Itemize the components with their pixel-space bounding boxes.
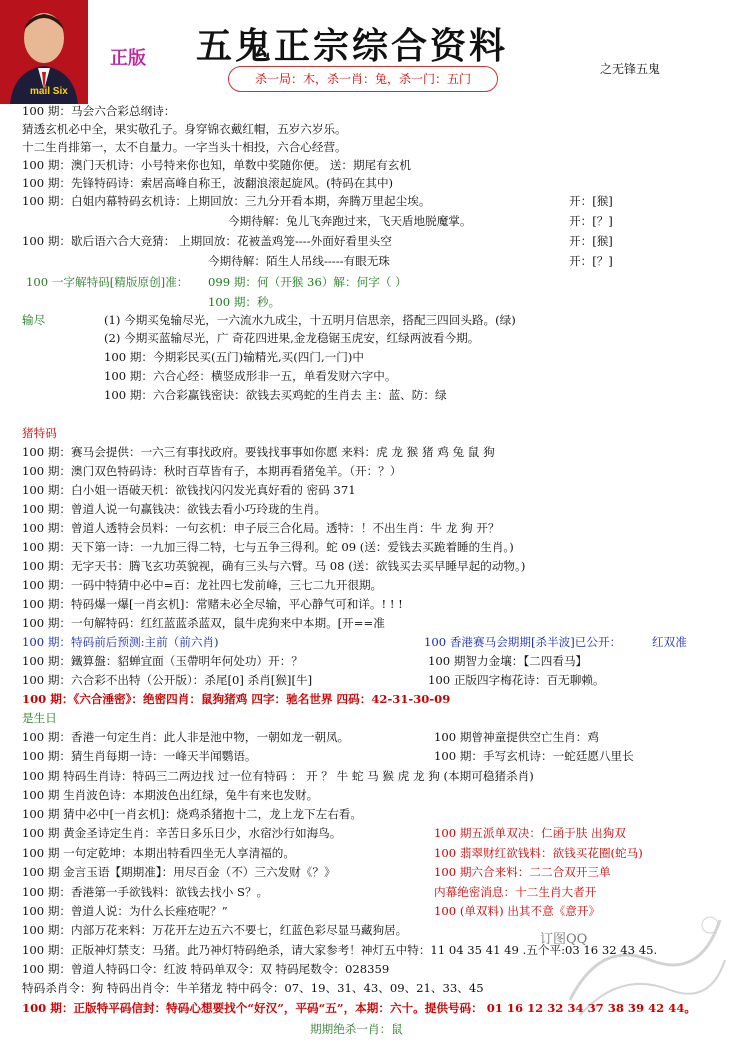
text-line: 100 期：内部万花来料：万花开左边五六不要七，红蓝色彩尽显马藏狗居。 bbox=[22, 923, 408, 937]
text-line-right: 开：[猴] bbox=[569, 234, 613, 248]
text-line: 100 期：正版神灯禁支：马猪。此乃神灯特码绝杀，请大家参考！神灯五中特：11 04 35 41 49 .五个平:03 16 32 43 45. bbox=[22, 943, 658, 957]
text-line: 今期待解：兔儿飞奔跑过来，飞天盾地脱魔掌。 bbox=[228, 214, 472, 228]
text-line: (1) 今期买兔输尽光，一六流水九成尘，十五明月信思亲，搭配三四回头路。(绿) bbox=[104, 313, 516, 327]
text-line: 猪特码 bbox=[22, 426, 57, 440]
text-line: 100 期：一句解特码：红红蓝蓝杀蓝双，鼠牛虎狗来中本期。[开==准 bbox=[22, 616, 385, 630]
text-line: 是生日 bbox=[22, 711, 57, 725]
text-line-right: 100 期曾神童提供空亡生肖：鸡 bbox=[434, 730, 599, 744]
text-line: 100 一字解特码[精版原创]准： bbox=[26, 275, 189, 289]
avatar-caption: mail Six bbox=[30, 86, 68, 97]
text-line-right: 100 正版四字梅花诗：百无聊赖。 bbox=[428, 673, 605, 687]
text-line: 100 期：无字天书：腾飞玄功英貌视，确有三头与六臂。马 08 (送：欲钱买去买早睡早起的动物。) bbox=[22, 559, 526, 573]
text-line-right: 100 香港赛马会期期[杀半波]已公开： bbox=[424, 635, 622, 649]
kill-banner: 杀一局：木，杀一肖：兔，杀一门：五门 bbox=[228, 66, 498, 92]
text-line-right: 100 期六合来料：二二合双开三单 bbox=[434, 865, 611, 879]
text-line: 100 期：曾道人透特会员料：一句玄机：申子辰三合化局。透特：！不出生肖：牛 龙 狗 开？ bbox=[22, 521, 500, 535]
text-line: 100 期：香港一句定生肖：此人非是池中物，一朝如龙一朝凤。 bbox=[22, 730, 350, 744]
text-line: 100 期 特码生肖诗：特码三二两边找 过一位有特码 ： 开 ？ 牛 蛇 马 猴 虎 龙 狗 (本期可稳猪杀肖) bbox=[22, 769, 534, 783]
text-line: 100 期 金言玉语【期期准】：用尽百金（不）三六发财《？》 bbox=[22, 865, 336, 879]
text-line-right: 开：[猴] bbox=[569, 194, 613, 208]
text-line: 100 期：一码中特猜中必中=百：龙社四七发前峰，三七二九开很期。 bbox=[22, 578, 383, 592]
text-line: 100 期：秒。 bbox=[208, 295, 281, 309]
text-line: 100 期：白小姐一语破天机：欲钱找闪闪发光真好看的 密码 371 bbox=[22, 483, 356, 497]
text-line-right: 099 期：何（开猴 36）解：何字（ ） bbox=[208, 275, 407, 289]
text-line: 特码杀肖令：狗 特码出肖令：牛羊猪龙 特中码令：07、19、31、43、09、21、33、45 bbox=[22, 981, 484, 995]
text-line-right: 开：[？] bbox=[569, 254, 613, 268]
text-line: 100 期：曾道人说：为什么长痤疮呢？” bbox=[22, 904, 228, 918]
text-line: 100 期：猜生肖每期一诗：一峰天半闻鹦语。 bbox=[22, 749, 257, 763]
text-line: 今期待解：陌生人吊线-----有眼无珠 bbox=[208, 254, 390, 268]
text-line-right: 100 期五派单双决：仁函于肤 出狗双 bbox=[434, 826, 626, 840]
text-line: 100 期：香港第一手欲钱料：欲钱去找小 S？。 bbox=[22, 885, 269, 899]
text-line: 100 期：歇后语六合大竞猜： 上期回放：花被盖鸡笼----外面好看里头空 bbox=[22, 234, 392, 248]
text-line-right: 100 (单双料) 出其不意《意开》 bbox=[434, 904, 601, 918]
text-line: 100 期：今期彩民买(五门)输精光,买(四门,一门)中 bbox=[104, 350, 364, 364]
text-line: 100 期：澳门天机诗：小号特来你也知，单数中奖随你便。 送：期尾有玄机 bbox=[22, 158, 411, 172]
avatar bbox=[0, 0, 88, 104]
text-line-right: 开：[？] bbox=[569, 214, 613, 228]
text-line: (2) 今期买蓝输尽光，广 奇花四进果,金龙稳锯玉虎安，红绿两波看今期。 bbox=[104, 331, 480, 345]
text-line-right: 100 翡翠财红欲钱料：欲钱买花圈(蛇马) bbox=[434, 846, 643, 860]
text-line: 100 期：《六合涶密》：绝密四肖：鼠狗猪鸡 四字：驰名世界 四码：42-31-30-09 bbox=[22, 692, 451, 706]
text-line: 猜透玄机必中全，果实敬孔子。身穿锦衣戴红帽，五岁六岁乐。 bbox=[22, 122, 347, 136]
text-line: 100 期：曾道人说一句赢钱决：欲钱去看小巧玲珑的生肖。 bbox=[22, 502, 327, 516]
page-title: 五鬼正宗综合资料 bbox=[196, 25, 509, 67]
text-line: 100 期 猜中必中[一肖玄机]：烧鸡杀猪抱十二，龙上龙下左右看。 bbox=[22, 807, 362, 821]
text-line: 输尽 bbox=[22, 313, 46, 327]
text-line: 100 期：白姐内幕特码玄机诗：上期回放：三九分开看本期，奔腾万里起尘埃。 bbox=[22, 194, 431, 208]
text-line: 100 期：六合彩不出特（公开版）：杀尾[0] 杀肖[猴][牛] bbox=[22, 673, 313, 687]
text-line: 100 期：鐵算盤：貂蝉宜面（玉帶明年何处功）开：？ bbox=[22, 654, 303, 668]
watermark-text: 订图QQ bbox=[540, 932, 588, 947]
text-line: 红双准 bbox=[652, 635, 687, 649]
text-line: 100 期：曾道人特码口令：红波 特码单双令：双 特码尾数令：028359 bbox=[22, 962, 390, 976]
text-line: 100 期：特码爆一爆[一肖玄机]：常赌未必全尽输，平心静气可和详。! ! ! bbox=[22, 597, 403, 611]
text-line: 100 期 生肖波色诗：本期波色出红绿，兔牛有来也发财。 bbox=[22, 788, 319, 802]
author-label: 之无锋五鬼 bbox=[600, 62, 661, 76]
text-line: 十二生肖排第一，太不自量力。一字当头十相投，六合心经营。 bbox=[22, 140, 347, 154]
text-line: 100 期：先锋特码诗：索居高峰自称王，波翻浪滚起旋风。(特码在其中) bbox=[22, 176, 394, 190]
text-line: 100 期：正版特平码信封：特码心想要找个“好汉”，平码“五”，本期：六十。提供号码： 01 16 12 32 34 37 38 39 42 44。 bbox=[22, 1001, 696, 1015]
text-line: 100 期：六合心经：横竖成形非一五，单看发财六字中。 bbox=[104, 369, 397, 383]
text-line: 期期绝杀一肖：鼠 bbox=[310, 1022, 403, 1036]
text-line-right: 内幕绝密消息：十二生肖大者开 bbox=[434, 885, 597, 899]
text-line: 100 期：澳门双色特码诗：秋时百草皆有子，本期再看猪兔羊。（开：？） bbox=[22, 464, 402, 478]
text-line: 100 期：马会六合彩总纲诗： bbox=[22, 104, 176, 118]
text-line: 100 期：赛马会提供：一六三有事找政府。要钱找事事如你愿 来料：虎 龙 猴 猪 鸡 兔 鼠 狗 bbox=[22, 445, 495, 459]
text-line: 100 期：天下第一诗：一九加三得二特，七与五争三得利。蛇 09 (送：爱钱去买跪着睡的生肖。) bbox=[22, 540, 514, 554]
edition-label: 正版 bbox=[110, 48, 146, 69]
text-line: 100 期：特码前后预测:主前（前六肖) bbox=[22, 635, 219, 649]
text-line-right: 100 期智力金壤：【二四看马】 bbox=[428, 654, 588, 668]
text-line-right: 100 期：手写玄机诗：一蛇廷愿八里长 bbox=[434, 749, 634, 763]
text-line: 100 期 一句定乾坤：本期出特看四坐无人享清福的。 bbox=[22, 846, 295, 860]
text-line: 100 期：六合彩赢钱密诀：欲钱去买鸡蛇的生肖去 主：蓝、防：绿 bbox=[104, 388, 447, 402]
text-line: 100 期 黄金圣诗定生肖：辛苦日多乐日少，水宿沙行如海鸟。 bbox=[22, 826, 342, 840]
